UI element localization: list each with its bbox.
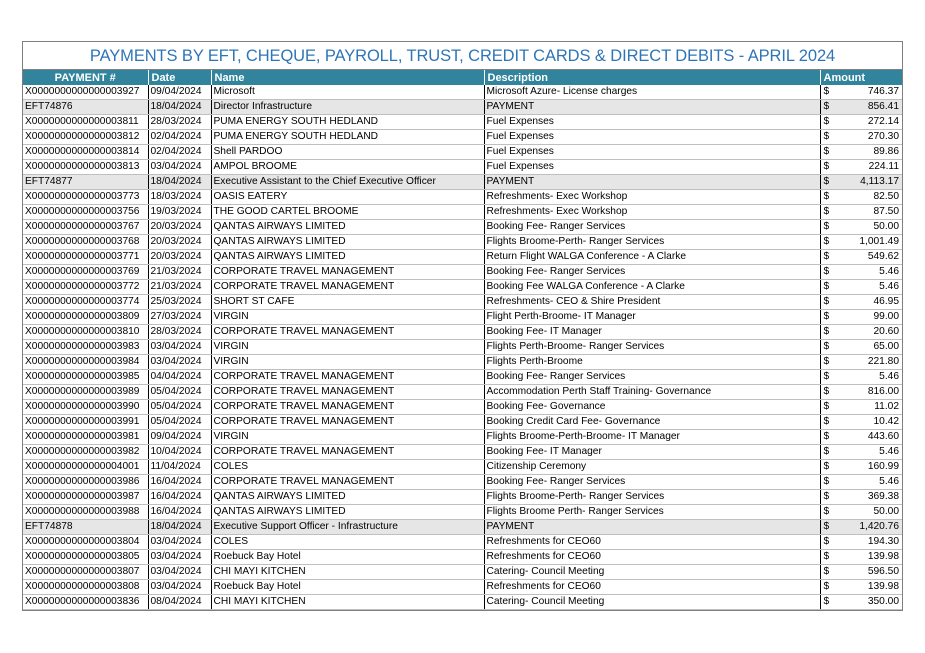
cell-payment: X0000000000000003987 bbox=[23, 490, 148, 505]
table-row bbox=[23, 190, 902, 205]
cell-description: Catering- Council Meeting bbox=[484, 595, 820, 610]
amount-value: 350.00 bbox=[867, 596, 899, 607]
cell-amount bbox=[820, 250, 902, 265]
amount-value: 443.60 bbox=[867, 431, 899, 442]
cell-description: Citizenship Ceremony bbox=[484, 460, 820, 475]
cell-date: 21/03/2024 bbox=[148, 265, 211, 280]
cell-name: QANTAS AIRWAYS LIMITED bbox=[211, 235, 484, 250]
table-row bbox=[23, 400, 902, 415]
cell-payment: X0000000000000003771 bbox=[23, 250, 148, 265]
cell-amount bbox=[820, 340, 902, 355]
cell-date: 05/04/2024 bbox=[148, 415, 211, 430]
cell-amount bbox=[820, 295, 902, 310]
cell-name: CHI MAYI KITCHEN bbox=[211, 565, 484, 580]
amount-value: 50.00 bbox=[873, 506, 899, 517]
cell-amount bbox=[820, 205, 902, 220]
table-row bbox=[23, 430, 902, 445]
cell-description: Booking Fee- Ranger Services bbox=[484, 220, 820, 235]
cell-date: 11/04/2024 bbox=[148, 460, 211, 475]
header-amount: Amount bbox=[820, 70, 902, 85]
amount-value: 20.60 bbox=[873, 326, 899, 337]
cell-description: Booking Fee- Ranger Services bbox=[484, 475, 820, 490]
amount-value: 1,420.76 bbox=[859, 521, 899, 532]
cell-amount bbox=[820, 550, 902, 565]
currency-symbol: $ bbox=[823, 461, 830, 472]
cell-payment: X0000000000000003807 bbox=[23, 565, 148, 580]
cell-description: Return Flight WALGA Conference - A Clarke bbox=[484, 250, 820, 265]
cell-name: AMPOL BROOME bbox=[211, 160, 484, 175]
cell-date: 03/04/2024 bbox=[148, 340, 211, 355]
header-date: Date bbox=[148, 70, 211, 85]
cell-amount bbox=[820, 565, 902, 580]
cell-payment: X0000000000000003810 bbox=[23, 325, 148, 340]
table-row bbox=[23, 595, 902, 610]
currency-symbol: $ bbox=[823, 326, 830, 337]
cell-description: Booking Credit Card Fee- Governance bbox=[484, 415, 820, 430]
amount-value: 99.00 bbox=[873, 311, 899, 322]
cell-date: 03/04/2024 bbox=[148, 535, 211, 550]
cell-date: 16/04/2024 bbox=[148, 490, 211, 505]
currency-symbol: $ bbox=[823, 191, 830, 202]
cell-name: CORPORATE TRAVEL MANAGEMENT bbox=[211, 370, 484, 385]
cell-date: 03/04/2024 bbox=[148, 355, 211, 370]
amount-value: 596.50 bbox=[867, 566, 899, 577]
cell-payment: X0000000000000003769 bbox=[23, 265, 148, 280]
cell-date: 27/03/2024 bbox=[148, 310, 211, 325]
cell-name: QANTAS AIRWAYS LIMITED bbox=[211, 250, 484, 265]
currency-symbol: $ bbox=[823, 251, 830, 262]
currency-symbol: $ bbox=[823, 506, 830, 517]
table-row bbox=[23, 520, 902, 535]
cell-description: PAYMENT bbox=[484, 175, 820, 190]
table-row bbox=[23, 580, 902, 595]
cell-payment: X0000000000000003756 bbox=[23, 205, 148, 220]
cell-name: QANTAS AIRWAYS LIMITED bbox=[211, 505, 484, 520]
cell-name: SHORT ST CAFE bbox=[211, 295, 484, 310]
amount-value: 194.30 bbox=[867, 536, 899, 547]
cell-payment: X0000000000000003767 bbox=[23, 220, 148, 235]
table-row bbox=[23, 280, 902, 295]
cell-description: Booking Fee- Governance bbox=[484, 400, 820, 415]
table-row bbox=[23, 310, 902, 325]
table-row bbox=[23, 265, 902, 280]
table-row bbox=[23, 445, 902, 460]
currency-symbol: $ bbox=[823, 296, 830, 307]
cell-amount bbox=[820, 490, 902, 505]
table-row bbox=[23, 340, 902, 355]
cell-description: Flights Perth-Broome bbox=[484, 355, 820, 370]
table-row bbox=[23, 100, 902, 115]
cell-name: CORPORATE TRAVEL MANAGEMENT bbox=[211, 445, 484, 460]
currency-symbol: $ bbox=[823, 341, 830, 352]
table-row bbox=[23, 160, 902, 175]
cell-date: 08/04/2024 bbox=[148, 595, 211, 610]
cell-description: Refreshments for CEO60 bbox=[484, 535, 820, 550]
cell-amount bbox=[820, 475, 902, 490]
amount-value: 224.11 bbox=[868, 161, 899, 172]
cell-payment: X0000000000000003809 bbox=[23, 310, 148, 325]
cell-name: Microsoft bbox=[211, 85, 484, 100]
cell-description: Catering- Council Meeting bbox=[484, 565, 820, 580]
cell-name: VIRGIN bbox=[211, 310, 484, 325]
cell-description: Flights Perth-Broome- Ranger Services bbox=[484, 340, 820, 355]
table-row bbox=[23, 145, 902, 160]
amount-value: 746.37 bbox=[867, 86, 899, 97]
cell-date: 25/03/2024 bbox=[148, 295, 211, 310]
cell-amount bbox=[820, 190, 902, 205]
amount-value: 160.99 bbox=[867, 461, 899, 472]
currency-symbol: $ bbox=[823, 206, 830, 217]
table-row bbox=[23, 85, 902, 100]
cell-amount bbox=[820, 310, 902, 325]
cell-name: CHI MAYI KITCHEN bbox=[211, 595, 484, 610]
amount-value: 856.41 bbox=[867, 101, 899, 112]
cell-description: Flights Broome Perth- Ranger Services bbox=[484, 505, 820, 520]
header-payment: PAYMENT # bbox=[23, 70, 148, 85]
currency-symbol: $ bbox=[823, 386, 830, 397]
currency-symbol: $ bbox=[823, 236, 830, 247]
cell-amount bbox=[820, 265, 902, 280]
cell-payment: EFT74877 bbox=[23, 175, 148, 190]
currency-symbol: $ bbox=[823, 356, 830, 367]
amount-value: 270.30 bbox=[867, 131, 899, 142]
cell-payment: X0000000000000003989 bbox=[23, 385, 148, 400]
currency-symbol: $ bbox=[823, 491, 830, 502]
cell-payment: EFT74876 bbox=[23, 100, 148, 115]
header-row bbox=[23, 70, 902, 85]
table-row bbox=[23, 370, 902, 385]
cell-name: COLES bbox=[211, 535, 484, 550]
table-row bbox=[23, 475, 902, 490]
cell-date: 02/04/2024 bbox=[148, 130, 211, 145]
cell-payment: X0000000000000003813 bbox=[23, 160, 148, 175]
cell-name: QANTAS AIRWAYS LIMITED bbox=[211, 490, 484, 505]
amount-value: 816.00 bbox=[867, 386, 899, 397]
cell-date: 20/03/2024 bbox=[148, 250, 211, 265]
header-name: Name bbox=[211, 70, 484, 85]
cell-name: CORPORATE TRAVEL MANAGEMENT bbox=[211, 400, 484, 415]
cell-description: Fuel Expenses bbox=[484, 145, 820, 160]
cell-amount bbox=[820, 280, 902, 295]
cell-date: 03/04/2024 bbox=[148, 580, 211, 595]
cell-date: 20/03/2024 bbox=[148, 235, 211, 250]
cell-description: Fuel Expenses bbox=[484, 160, 820, 175]
cell-description: Refreshments- Exec Workshop bbox=[484, 190, 820, 205]
currency-symbol: $ bbox=[823, 521, 830, 532]
cell-payment: X0000000000000003804 bbox=[23, 535, 148, 550]
cell-description: Booking Fee- Ranger Services bbox=[484, 370, 820, 385]
cell-date: 28/03/2024 bbox=[148, 115, 211, 130]
currency-symbol: $ bbox=[823, 161, 830, 172]
cell-name: PUMA ENERGY SOUTH HEDLAND bbox=[211, 115, 484, 130]
cell-description: PAYMENT bbox=[484, 520, 820, 535]
amount-value: 139.98 bbox=[867, 551, 899, 562]
cell-date: 10/04/2024 bbox=[148, 445, 211, 460]
currency-symbol: $ bbox=[823, 86, 830, 97]
cell-payment: X0000000000000003808 bbox=[23, 580, 148, 595]
cell-date: 18/04/2024 bbox=[148, 100, 211, 115]
cell-name: QANTAS AIRWAYS LIMITED bbox=[211, 220, 484, 235]
amount-value: 10.42 bbox=[873, 416, 899, 427]
cell-description: Flight Perth-Broome- IT Manager bbox=[484, 310, 820, 325]
cell-description: Booking Fee- IT Manager bbox=[484, 325, 820, 340]
currency-symbol: $ bbox=[823, 416, 830, 427]
cell-payment: X0000000000000003814 bbox=[23, 145, 148, 160]
cell-date: 16/04/2024 bbox=[148, 475, 211, 490]
cell-payment: X0000000000000003811 bbox=[23, 115, 148, 130]
cell-amount bbox=[820, 415, 902, 430]
cell-name: Executive Assistant to the Chief Executive Officer bbox=[211, 175, 484, 190]
cell-date: 05/04/2024 bbox=[148, 400, 211, 415]
cell-amount bbox=[820, 535, 902, 550]
currency-symbol: $ bbox=[823, 266, 830, 277]
amount-value: 50.00 bbox=[873, 221, 899, 232]
cell-description: Microsoft Azure- License charges bbox=[484, 85, 820, 100]
cell-date: 02/04/2024 bbox=[148, 145, 211, 160]
cell-payment: X0000000000000003836 bbox=[23, 595, 148, 610]
cell-payment: X0000000000000003990 bbox=[23, 400, 148, 415]
cell-payment: X0000000000000003773 bbox=[23, 190, 148, 205]
amount-value: 11.02 bbox=[874, 401, 899, 412]
cell-description: Refreshments for CEO60 bbox=[484, 550, 820, 565]
cell-payment: EFT74878 bbox=[23, 520, 148, 535]
table-row bbox=[23, 325, 902, 340]
cell-date: 05/04/2024 bbox=[148, 385, 211, 400]
cell-description: Fuel Expenses bbox=[484, 115, 820, 130]
table-row bbox=[23, 235, 902, 250]
cell-name: CORPORATE TRAVEL MANAGEMENT bbox=[211, 325, 484, 340]
cell-description: Flights Broome-Perth- Ranger Services bbox=[484, 235, 820, 250]
cell-payment: X0000000000000003983 bbox=[23, 340, 148, 355]
cell-date: 28/03/2024 bbox=[148, 325, 211, 340]
amount-value: 82.50 bbox=[873, 191, 899, 202]
cell-payment: X0000000000000003774 bbox=[23, 295, 148, 310]
amount-value: 5.46 bbox=[879, 281, 899, 292]
cell-name: Shell PARDOO bbox=[211, 145, 484, 160]
cell-amount bbox=[820, 220, 902, 235]
amount-value: 369.38 bbox=[867, 491, 899, 502]
cell-amount bbox=[820, 595, 902, 610]
cell-name: CORPORATE TRAVEL MANAGEMENT bbox=[211, 415, 484, 430]
cell-amount bbox=[820, 130, 902, 145]
currency-symbol: $ bbox=[823, 281, 830, 292]
amount-value: 5.46 bbox=[879, 476, 899, 487]
cell-payment: X0000000000000003927 bbox=[23, 85, 148, 100]
table-row bbox=[23, 220, 902, 235]
amount-value: 89.86 bbox=[873, 146, 899, 157]
cell-name: CORPORATE TRAVEL MANAGEMENT bbox=[211, 475, 484, 490]
cell-name: PUMA ENERGY SOUTH HEDLAND bbox=[211, 130, 484, 145]
cell-payment: X0000000000000003985 bbox=[23, 370, 148, 385]
cell-date: 21/03/2024 bbox=[148, 280, 211, 295]
cell-amount bbox=[820, 115, 902, 130]
cell-amount bbox=[820, 505, 902, 520]
cell-name: COLES bbox=[211, 460, 484, 475]
cell-amount bbox=[820, 445, 902, 460]
cell-date: 04/04/2024 bbox=[148, 370, 211, 385]
currency-symbol: $ bbox=[823, 146, 830, 157]
cell-date: 19/03/2024 bbox=[148, 205, 211, 220]
cell-amount bbox=[820, 100, 902, 115]
amount-value: 5.46 bbox=[879, 371, 899, 382]
currency-symbol: $ bbox=[823, 446, 830, 457]
cell-description: Refreshments for CEO60 bbox=[484, 580, 820, 595]
cell-date: 03/04/2024 bbox=[148, 565, 211, 580]
report-title: PAYMENTS BY EFT, CHEQUE, PAYROLL, TRUST, CREDIT CARDS & DIRECT DEBITS - APRIL 2024 bbox=[23, 42, 902, 70]
cell-date: 09/04/2024 bbox=[148, 430, 211, 445]
cell-date: 20/03/2024 bbox=[148, 220, 211, 235]
cell-name: CORPORATE TRAVEL MANAGEMENT bbox=[211, 385, 484, 400]
table-row bbox=[23, 505, 902, 520]
table-row bbox=[23, 490, 902, 505]
cell-payment: X0000000000000003768 bbox=[23, 235, 148, 250]
cell-name: Director Infrastructure bbox=[211, 100, 484, 115]
table-row bbox=[23, 535, 902, 550]
cell-name: Roebuck Bay Hotel bbox=[211, 550, 484, 565]
currency-symbol: $ bbox=[823, 311, 830, 322]
currency-symbol: $ bbox=[823, 431, 830, 442]
cell-date: 18/04/2024 bbox=[148, 175, 211, 190]
table-row bbox=[23, 115, 902, 130]
amount-value: 46.95 bbox=[873, 296, 899, 307]
currency-symbol: $ bbox=[823, 116, 830, 127]
table-row bbox=[23, 415, 902, 430]
cell-name: VIRGIN bbox=[211, 430, 484, 445]
amount-value: 221.80 bbox=[867, 356, 899, 367]
table-row bbox=[23, 295, 902, 310]
cell-name: Executive Support Officer - Infrastructure bbox=[211, 520, 484, 535]
currency-symbol: $ bbox=[823, 566, 830, 577]
cell-name: THE GOOD CARTEL BROOME bbox=[211, 205, 484, 220]
cell-description: Booking Fee WALGA Conference - A Clarke bbox=[484, 280, 820, 295]
cell-amount bbox=[820, 145, 902, 160]
currency-symbol: $ bbox=[823, 221, 830, 232]
table-row bbox=[23, 250, 902, 265]
cell-name: CORPORATE TRAVEL MANAGEMENT bbox=[211, 265, 484, 280]
cell-date: 18/04/2024 bbox=[148, 520, 211, 535]
cell-description: Flights Broome-Perth- Ranger Services bbox=[484, 490, 820, 505]
amount-value: 549.62 bbox=[867, 251, 899, 262]
currency-symbol: $ bbox=[823, 581, 830, 592]
amount-value: 5.46 bbox=[879, 266, 899, 277]
cell-date: 03/04/2024 bbox=[148, 550, 211, 565]
cell-payment: X0000000000000003772 bbox=[23, 280, 148, 295]
cell-payment: X0000000000000003991 bbox=[23, 415, 148, 430]
cell-payment: X0000000000000003805 bbox=[23, 550, 148, 565]
cell-description: Flights Broome-Perth-Broome- IT Manager bbox=[484, 430, 820, 445]
amount-value: 1,001.49 bbox=[859, 236, 899, 247]
currency-symbol: $ bbox=[823, 536, 830, 547]
cell-payment: X0000000000000003982 bbox=[23, 445, 148, 460]
cell-description: PAYMENT bbox=[484, 100, 820, 115]
cell-payment: X0000000000000003986 bbox=[23, 475, 148, 490]
payments-report bbox=[22, 41, 903, 611]
cell-amount bbox=[820, 520, 902, 535]
cell-description: Refreshments- CEO & Shire President bbox=[484, 295, 820, 310]
cell-date: 03/04/2024 bbox=[148, 160, 211, 175]
cell-amount bbox=[820, 400, 902, 415]
cell-date: 18/03/2024 bbox=[148, 190, 211, 205]
cell-amount bbox=[820, 385, 902, 400]
amount-value: 87.50 bbox=[873, 206, 899, 217]
cell-description: Booking Fee- Ranger Services bbox=[484, 265, 820, 280]
cell-payment: X0000000000000003981 bbox=[23, 430, 148, 445]
cell-amount bbox=[820, 460, 902, 475]
cell-date: 09/04/2024 bbox=[148, 85, 211, 100]
table-row bbox=[23, 205, 902, 220]
cell-name: CORPORATE TRAVEL MANAGEMENT bbox=[211, 280, 484, 295]
cell-amount bbox=[820, 235, 902, 250]
currency-symbol: $ bbox=[823, 131, 830, 142]
cell-amount bbox=[820, 175, 902, 190]
cell-amount bbox=[820, 370, 902, 385]
cell-date: 16/04/2024 bbox=[148, 505, 211, 520]
currency-symbol: $ bbox=[823, 551, 830, 562]
amount-value: 272.14 bbox=[867, 116, 899, 127]
cell-payment: X0000000000000003812 bbox=[23, 130, 148, 145]
table-row bbox=[23, 460, 902, 475]
cell-payment: X0000000000000004001 bbox=[23, 460, 148, 475]
cell-payment: X0000000000000003988 bbox=[23, 505, 148, 520]
amount-value: 139.98 bbox=[867, 581, 899, 592]
cell-description: Booking Fee- IT Manager bbox=[484, 445, 820, 460]
table-row bbox=[23, 385, 902, 400]
table-row bbox=[23, 355, 902, 370]
amount-value: 65.00 bbox=[873, 341, 899, 352]
cell-description: Accommodation Perth Staff Training- Governance bbox=[484, 385, 820, 400]
cell-amount bbox=[820, 355, 902, 370]
cell-name: OASIS EATERY bbox=[211, 190, 484, 205]
table-row bbox=[23, 550, 902, 565]
header-description: Description bbox=[484, 70, 820, 85]
amount-value: 4,113.17 bbox=[860, 176, 899, 187]
cell-amount bbox=[820, 85, 902, 100]
cell-name: VIRGIN bbox=[211, 340, 484, 355]
cell-amount bbox=[820, 580, 902, 595]
cell-amount bbox=[820, 430, 902, 445]
table-row bbox=[23, 175, 902, 190]
cell-amount bbox=[820, 325, 902, 340]
currency-symbol: $ bbox=[823, 476, 830, 487]
cell-description: Refreshments- Exec Workshop bbox=[484, 205, 820, 220]
table-row bbox=[23, 130, 902, 145]
cell-description: Fuel Expenses bbox=[484, 130, 820, 145]
currency-symbol: $ bbox=[823, 596, 830, 607]
cell-amount bbox=[820, 160, 902, 175]
amount-value: 5.46 bbox=[879, 446, 899, 457]
currency-symbol: $ bbox=[823, 371, 830, 382]
cell-name: VIRGIN bbox=[211, 355, 484, 370]
cell-payment: X0000000000000003984 bbox=[23, 355, 148, 370]
payments-table bbox=[23, 70, 902, 610]
currency-symbol: $ bbox=[823, 176, 830, 187]
cell-name: Roebuck Bay Hotel bbox=[211, 580, 484, 595]
table-row bbox=[23, 565, 902, 580]
currency-symbol: $ bbox=[823, 401, 830, 412]
currency-symbol: $ bbox=[823, 101, 830, 112]
